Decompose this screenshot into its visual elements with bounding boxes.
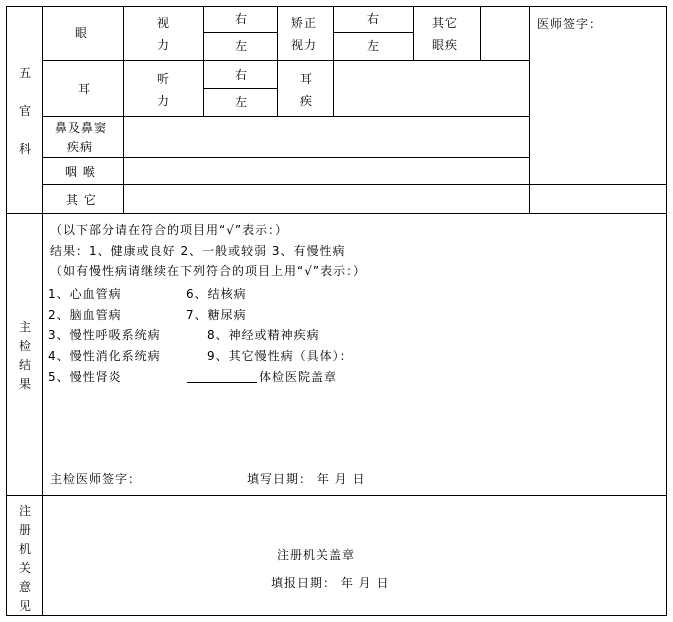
border-top xyxy=(6,6,667,7)
hearing-label-1: 听 xyxy=(157,72,171,86)
disease-6: 6、结核病 xyxy=(186,287,247,301)
disease-5: 5、慢性肾炎 xyxy=(48,370,122,384)
ear-right-label: 右 xyxy=(235,68,249,82)
registration-section-label: 注 册 机 关 意 见 xyxy=(18,504,31,613)
eye-left-label: 左 xyxy=(235,39,249,53)
row-sep-eye-ear xyxy=(42,60,530,61)
wuguan-doctor-signature-label: 医师签字： xyxy=(537,17,603,31)
eye-right-label: 右 xyxy=(235,12,249,26)
row-sep-throat-other xyxy=(42,184,667,185)
hearing-label-2: 力 xyxy=(157,94,171,108)
registration-stamp-label: 注册机关盖章 xyxy=(277,548,356,562)
nose-label-1: 鼻及鼻窦 xyxy=(55,121,108,135)
other-eye-label-1: 其它 xyxy=(432,16,459,30)
instruction-2: （如有慢性病请继续在下列符合的项目上用“√”表示：） xyxy=(50,264,367,278)
disease-2: 2、脑血管病 xyxy=(48,308,122,322)
col-eye-5 xyxy=(480,6,481,61)
hospital-stamp-label: 体检医院盖章 xyxy=(259,370,338,384)
separator-main-registration xyxy=(6,495,667,496)
main-doctor-signature-label: 主检医师签字： xyxy=(50,472,142,486)
ear-hearing-mid xyxy=(203,88,278,89)
disease-8: 8、神经或精神疾病 xyxy=(207,328,320,342)
stamp-underline xyxy=(187,382,257,383)
corrected-right-label: 右 xyxy=(367,12,381,26)
ear-label: 耳 xyxy=(78,82,92,96)
row-sep-nose-throat xyxy=(42,157,530,158)
vision-label-1: 视 xyxy=(157,16,171,30)
disease-9: 9、其它慢性病（具体）： xyxy=(207,349,353,363)
main-date-label: 填写日期： 年 月 日 xyxy=(247,472,366,486)
col-sep-label xyxy=(123,6,124,214)
throat-label: 咽 喉 xyxy=(65,165,96,179)
disease-1: 1、心血管病 xyxy=(48,287,122,301)
col-sep-1 xyxy=(42,6,43,616)
eye-label: 眼 xyxy=(75,26,89,40)
other-label: 其 它 xyxy=(66,193,97,207)
other-eye-label-2: 眼疾 xyxy=(432,38,459,52)
border-left xyxy=(6,6,7,616)
disease-3: 3、慢性呼吸系统病 xyxy=(48,328,161,342)
registration-date-label: 填报日期： 年 月 日 xyxy=(271,576,390,590)
ear-left-label: 左 xyxy=(235,95,249,109)
corrected-label-1: 矫正 xyxy=(291,16,318,30)
nose-label-2: 疾病 xyxy=(67,140,94,154)
row-sep-ear-nose xyxy=(42,116,530,117)
disease-4: 4、慢性消化系统病 xyxy=(48,349,161,363)
disease-7: 7、糖尿病 xyxy=(186,308,247,322)
border-right xyxy=(666,6,667,616)
instruction-1: （以下部分请在符合的项目用“√”表示：） xyxy=(50,223,289,237)
col-eye-1 xyxy=(203,6,204,117)
eye-corrected-mid xyxy=(333,32,414,33)
result-line: 结果：1、健康或良好 2、一般或较弱 3、有慢性病 xyxy=(50,244,346,258)
ear-disease-label-1: 耳 xyxy=(300,72,314,86)
col-sep-doctor xyxy=(529,6,530,214)
vision-label-2: 力 xyxy=(157,38,171,52)
ear-disease-label-2: 疾 xyxy=(300,94,314,108)
col-eye-4 xyxy=(413,6,414,61)
col-eye-2 xyxy=(277,6,278,117)
corrected-left-label: 左 xyxy=(367,39,381,53)
eye-vision-mid xyxy=(203,32,278,33)
corrected-label-2: 视力 xyxy=(291,38,318,52)
border-bottom xyxy=(6,615,667,616)
wuguan-section-label: 五 官 科 xyxy=(18,66,31,156)
col-eye-3 xyxy=(333,6,334,117)
separator-wuguan-main xyxy=(6,213,667,214)
main-exam-section-label: 主 检 结 果 xyxy=(18,320,31,391)
